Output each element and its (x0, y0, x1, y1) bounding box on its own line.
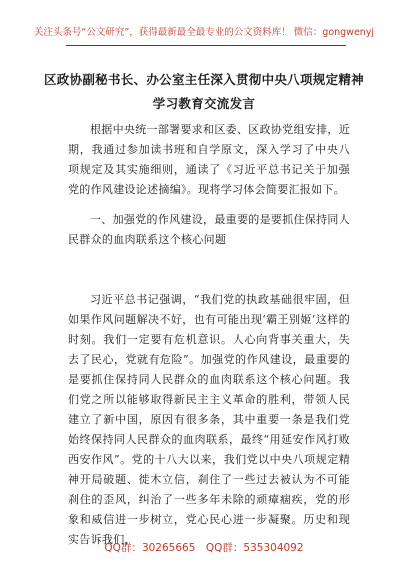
footer-qq-groups: QQ群：30265665 QQ群：535304092 (104, 542, 304, 554)
header-note: 关注头条号“公文研究”，获得最新最全最专业的公文资料库！ 微信：gongwenyj (33, 27, 375, 38)
document-title-line2: 学习教育交流发言 (152, 96, 256, 111)
paragraph-intro: 根据中央统一部署要求和区委、区政协党组安排，近期，我通过参加读书班和自学原文，深入学习了中央八项规定及其实施细则，通读了《习近平总书记关于加强党的作风建设论述摘编》。现将学习体会简要汇报如下。 (68, 123, 350, 196)
section-heading-1: 一、加强党的作风建设，最重要的是要抓住保持同人民群众的血肉联系这个核心问题 (68, 213, 350, 246)
document-title-line1: 区政协副秘书长、办公室主任深入贯彻中央八项规定精神 (43, 72, 364, 87)
header-divider (66, 45, 346, 46)
paragraph-body: 习近平总书记强调，“我们党的执政基础很牢固，但如果作风问题解决不好，也有可能出现‘霸王别姬’这样的时刻。我们一定要有危机意识。人心向背事关重大，失去了民心，党就有危险”。加强党的作风建设，最重要的是要抓住保持同人民群众的血肉联系这个核心问题。我们党之所以能够取得新民主主义革命的胜利，带领人民建立了新中国，原因有很多条，其中重要一条是我们党始终保持同人民群众的血肉联系，最终“用延安作风打败西安作风”。党的十八大以来，我们党以中央八项规定精神开局破题、徙木立信，刹住了一些过去被认为不可能刹住的歪风，纠治了一些多年未除的顽瘴痼疾，党的形象和威信进一步树立，党心民心进一步凝聚。历史和现实告诉我们， (68, 293, 350, 546)
